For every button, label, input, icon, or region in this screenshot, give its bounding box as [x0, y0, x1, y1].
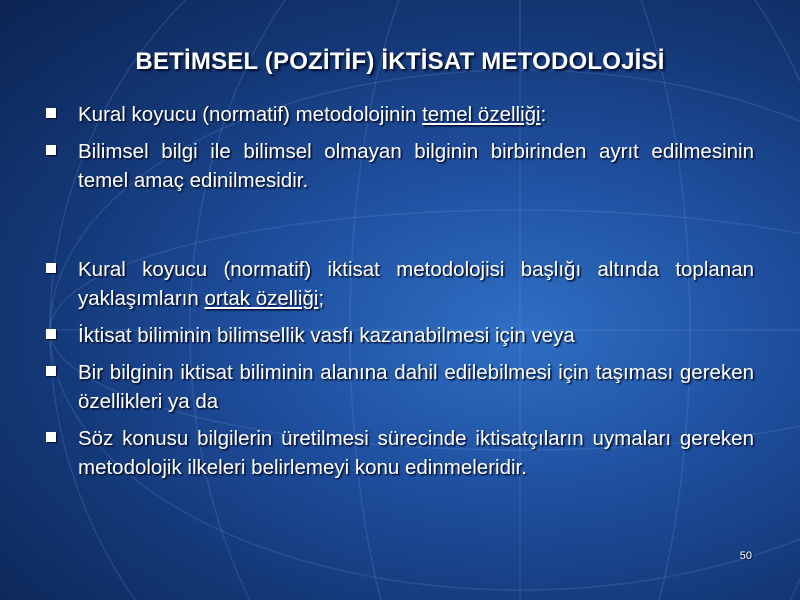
- bullet-text-end: :: [540, 103, 547, 126]
- square-bullet-icon: [46, 108, 56, 118]
- bullet-text: İktisat biliminin bilimsellik vasfı kazanabilmesi için veya: [78, 324, 575, 347]
- bullet-text: Kural koyucu (normatif) metodolojinin: [78, 103, 423, 126]
- page-number: 50: [739, 550, 752, 562]
- bullet-text: Bir bilginin iktisat biliminin alanına dahil edilebilmesi için taşıması gereken özellikleri ya da: [78, 361, 754, 413]
- bullet-item: [44, 424, 754, 482]
- square-bullet-icon: [46, 145, 56, 155]
- bullet-item: [44, 137, 754, 195]
- square-bullet-icon: [46, 366, 56, 376]
- bullet-item: [44, 255, 754, 313]
- square-bullet-icon: [46, 263, 56, 273]
- bullet-item: [44, 358, 754, 416]
- bullet-list: [44, 100, 754, 490]
- bullet-item: [44, 100, 754, 129]
- bullet-item: [44, 321, 754, 350]
- square-bullet-icon: [46, 432, 56, 442]
- slide-title: BETİMSEL (POZİTİF) İKTİSAT METODOLOJİSİ: [135, 48, 665, 75]
- bullet-text: Söz konusu bilgilerin üretilmesi sürecinde iktisatçıların uymaları gereken metodolojik ilkeleri belirlemeyi konu edinmeleridir.: [78, 427, 754, 479]
- square-bullet-icon: [46, 329, 56, 339]
- bullet-text: Bilimsel bilgi ile bilimsel olmayan bilginin birbirinden ayrıt edilmesinin temel amaç edinilmesidir.: [78, 140, 754, 192]
- underlined-phrase: temel özelliği: [422, 103, 541, 126]
- bullet-text: Kural koyucu (normatif) iktisat metodolojisi başlığı altında toplanan yaklaşımların: [78, 258, 754, 310]
- bullet-text-end: ;: [318, 287, 325, 310]
- underlined-phrase: ortak özelliği: [204, 287, 319, 310]
